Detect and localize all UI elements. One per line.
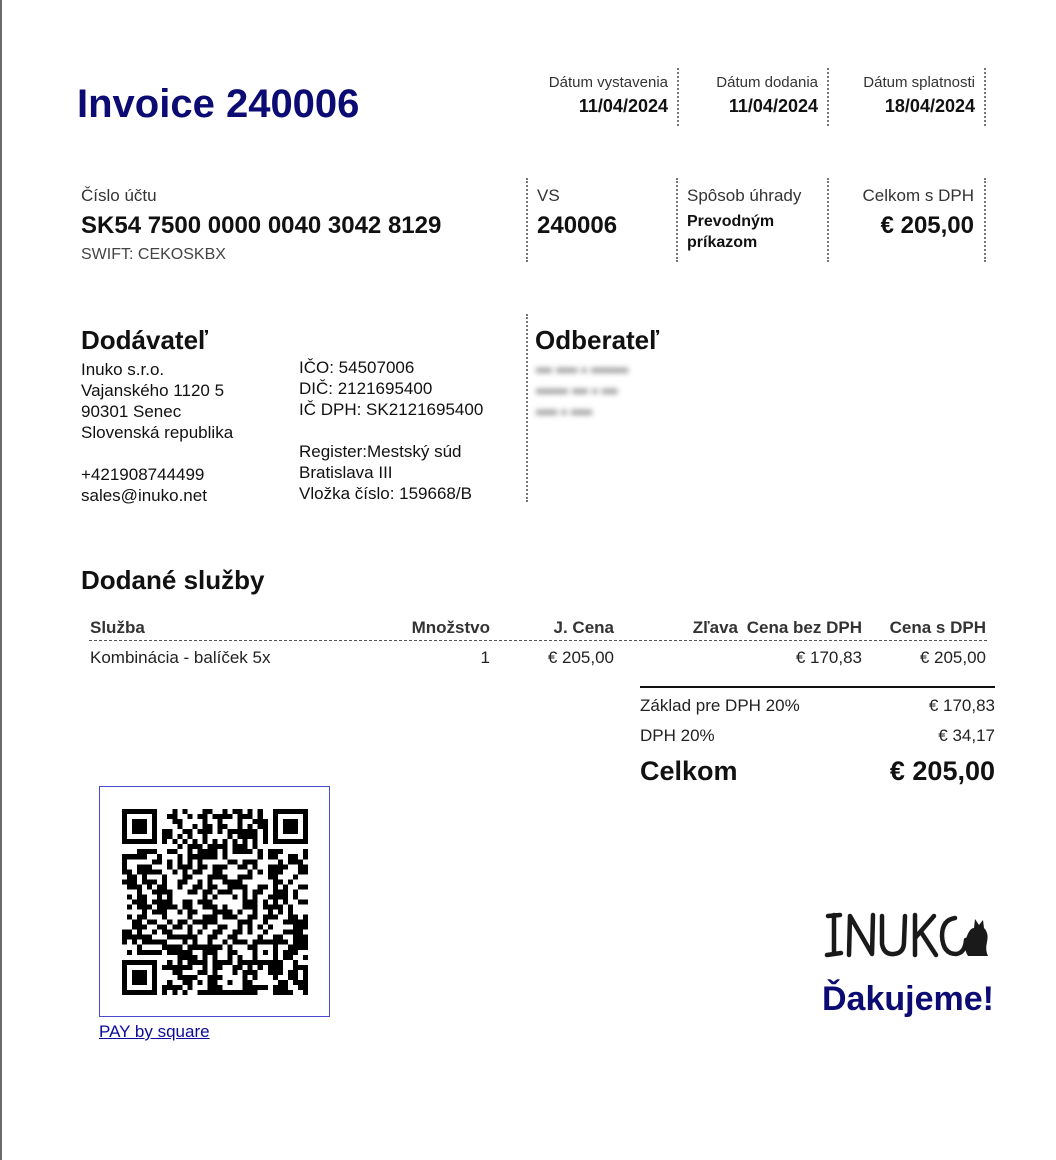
supplier-phone: +421908744499 xyxy=(81,465,205,484)
grand-total-value: € 205,00 xyxy=(889,756,995,786)
supplier-country: Slovenská republika xyxy=(81,423,234,442)
delivery-date-value: 11/04/2024 xyxy=(728,96,818,116)
row-price-no-vat: € 170,83 xyxy=(795,648,862,667)
account-number: SK54 7500 0000 0040 3042 8129 xyxy=(81,212,442,239)
row-unit-price: € 205,00 xyxy=(547,648,614,667)
thank-you-text: Ďakujeme! xyxy=(822,980,994,1018)
row-quantity: 1 xyxy=(480,648,490,667)
customer-heading: Odberateľ xyxy=(535,325,660,355)
payment-method-block xyxy=(678,178,829,262)
services-title: Dodané služby xyxy=(81,565,265,595)
due-date-block xyxy=(829,68,986,126)
redacted-line: ▪▪▪▪ ▪ ▪▪▪▪ xyxy=(536,404,593,421)
due-date-label: Dátum splatnosti xyxy=(863,74,975,91)
delivery-date-label: Dátum dodania xyxy=(716,74,818,91)
total-vat-value: € 205,00 xyxy=(880,212,974,239)
col-price-no-vat: Cena bez DPH xyxy=(746,618,862,637)
col-quantity: Množstvo xyxy=(411,618,490,637)
total-vat-block xyxy=(829,178,986,262)
issue-date-block xyxy=(528,68,679,126)
redacted-line: ▪▪▪ ▪▪▪▪ ▪ ▪▪▪▪▪▪▪ xyxy=(536,362,629,379)
vs-label: VS xyxy=(537,186,560,205)
supplier-register-1: Register:Mestský súd xyxy=(299,442,462,461)
issue-date-value: 11/04/2024 xyxy=(578,96,668,116)
invoice-title: Invoice 240006 xyxy=(77,82,360,126)
supplier-register-3: Vložka číslo: 159668/B xyxy=(299,484,472,503)
delivery-date-block xyxy=(679,68,829,126)
account-block xyxy=(81,178,521,262)
supplier-email: sales@inuko.net xyxy=(81,486,207,505)
vs-value: 240006 xyxy=(537,212,618,239)
customer-divider xyxy=(526,314,530,502)
redacted-line: ▪▪▪▪▪▪ ▪▪▪ ▪ ▪▪▪ xyxy=(536,383,618,400)
qr-code-frame xyxy=(99,786,330,1017)
payment-method-value: Prevodným príkazom xyxy=(687,213,775,251)
account-label: Číslo účtu xyxy=(81,186,157,205)
supplier-dic: DIČ: 2121695400 xyxy=(299,379,433,398)
vat-base-label: Základ pre DPH 20% xyxy=(640,696,800,715)
row-service: Kombinácia - balíček 5x xyxy=(90,648,271,667)
supplier-ic-dph: IČ DPH: SK2121695400 xyxy=(299,400,484,419)
col-service: Služba xyxy=(90,618,145,637)
services-table-header xyxy=(89,617,987,641)
issue-date-label: Dátum vystavenia xyxy=(548,74,668,91)
col-discount: Zľava xyxy=(692,618,738,637)
qr-code xyxy=(122,809,308,995)
vat-label: DPH 20% xyxy=(640,726,715,745)
supplier-heading: Dodávateľ xyxy=(81,325,209,355)
col-price-vat: Cena s DPH xyxy=(889,618,986,637)
total-vat-label: Celkom s DPH xyxy=(862,186,974,205)
page-edge xyxy=(0,0,2,1160)
vs-block xyxy=(526,178,678,262)
vat-base-value: € 170,83 xyxy=(928,696,995,715)
row-price-vat: € 205,00 xyxy=(919,648,986,667)
supplier-address xyxy=(81,359,233,506)
supplier-name: Inuko s.r.o. xyxy=(81,360,165,379)
pay-by-square-link[interactable]: PAY by square xyxy=(99,1022,210,1041)
supplier-ico: IČO: 54507006 xyxy=(299,358,415,377)
supplier-register-2: Bratislava III xyxy=(299,463,393,482)
vat-value: € 34,17 xyxy=(938,726,995,745)
totals-rule xyxy=(640,686,995,688)
supplier-street: Vajanského 1120 5 xyxy=(81,381,225,400)
grand-total-label: Celkom xyxy=(640,756,738,786)
swift-code: SWIFT: CEKOSKBX xyxy=(81,246,226,263)
customer-redacted xyxy=(536,360,628,423)
payment-method-label: Spôsob úhrady xyxy=(687,186,802,205)
col-unit-price: J. Cena xyxy=(553,618,614,637)
supplier-city: 90301 Senec xyxy=(81,402,182,421)
inuko-logo xyxy=(822,906,990,964)
due-date-value: 18/04/2024 xyxy=(884,96,975,116)
supplier-ids xyxy=(299,357,483,504)
